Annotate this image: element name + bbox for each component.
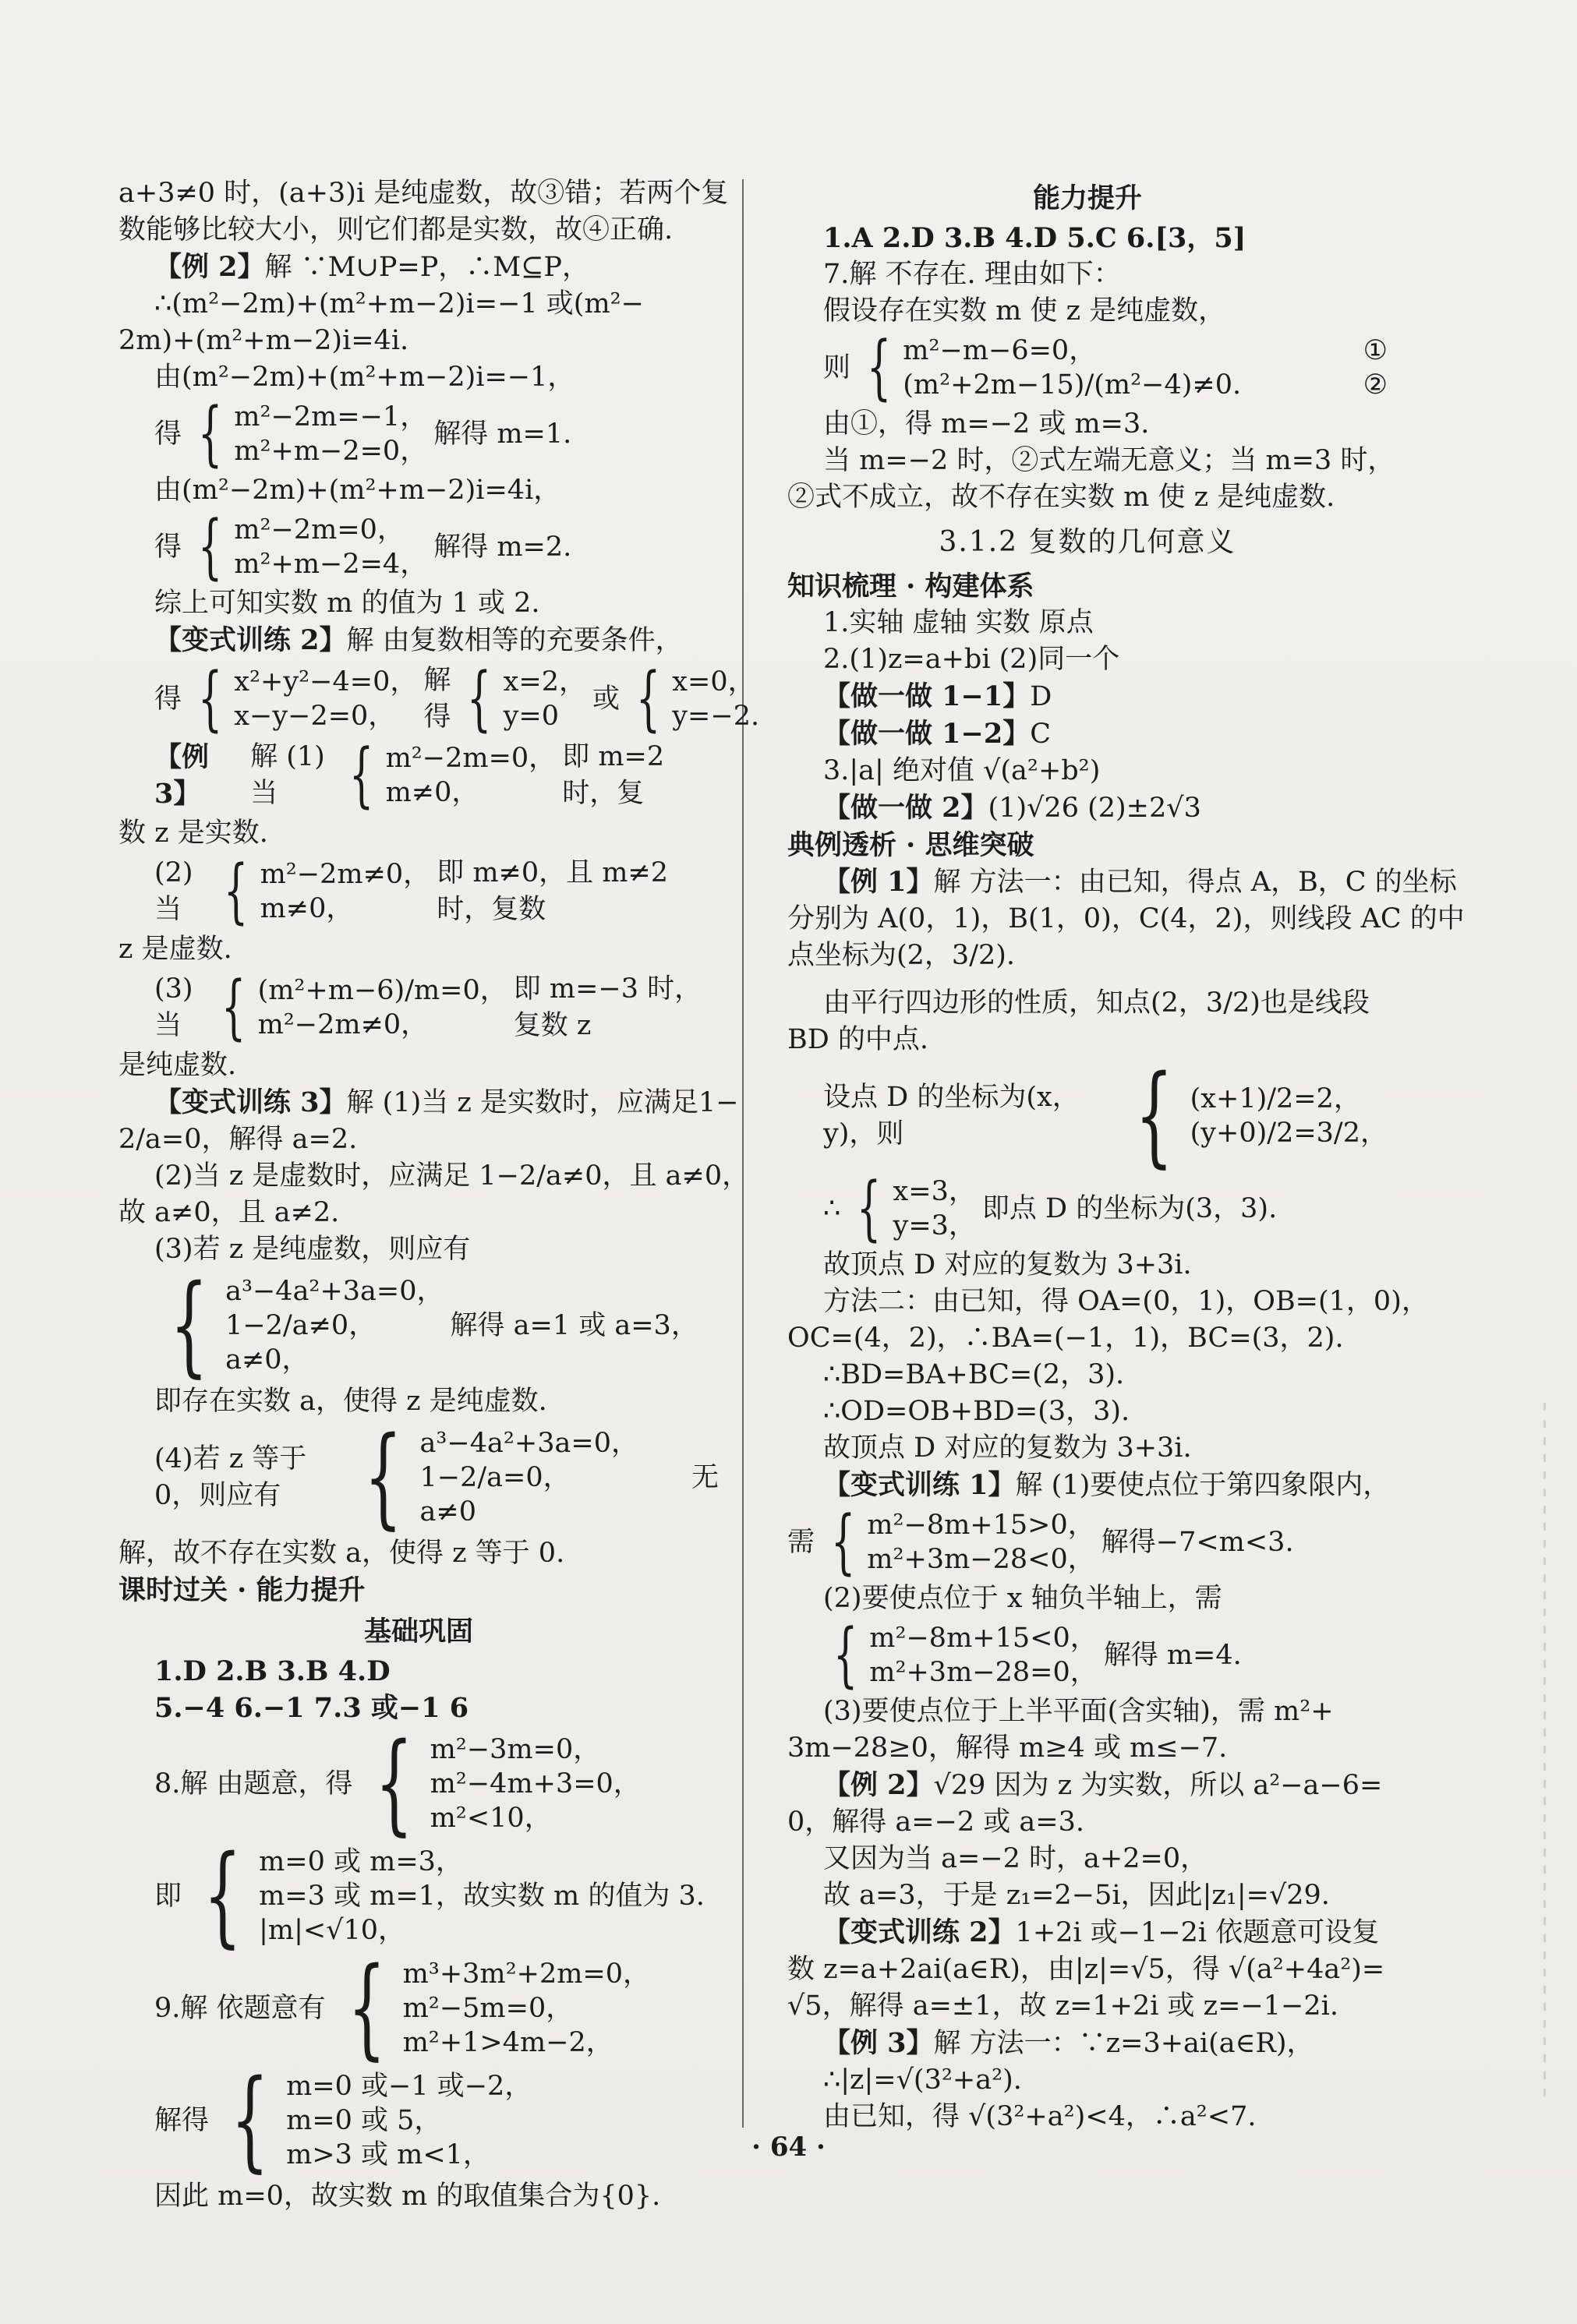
- section-heading: 基础巩固: [363, 1616, 473, 1648]
- text: (1)√26 (2)±2√3: [988, 793, 1201, 824]
- equation-system: [787, 327, 1388, 408]
- text: 即点 D 的坐标为(3，3).: [981, 1192, 1278, 1224]
- text: D: [1030, 681, 1052, 712]
- variant-tag: 【变式训练 1】: [823, 1469, 1016, 1501]
- text-line: 假设存在实数 m 使 z 是纯虚数，: [823, 295, 1226, 327]
- equation: |m|<√10，: [259, 1915, 406, 1946]
- equation-system: [118, 658, 760, 740]
- equation: m²−8m+15<0，: [869, 1623, 1098, 1654]
- equation: m=3 或 m=1，故实数 m 的值为 3.: [259, 1881, 705, 1912]
- text-line: ∴BD=BA+BC=(2，3).: [823, 1359, 1125, 1390]
- text-line: 2.(1)z=a+bi (2)同一个: [823, 644, 1120, 675]
- equation-system: [787, 1501, 1388, 1583]
- text-line: BD 的中点.: [787, 1024, 929, 1055]
- brace: {: [866, 327, 892, 408]
- brace: {: [197, 658, 223, 740]
- text: 得: [154, 418, 182, 450]
- text: 解得−7<m<3.: [1101, 1526, 1294, 1558]
- brace: {: [374, 1720, 413, 1847]
- text-line: 由(m²−2m)+(m²+m−2)i=4i，: [154, 475, 561, 506]
- equation: (m²+2m−15)/(m²−4)≠0.: [903, 369, 1242, 401]
- brace: {: [203, 1832, 242, 1959]
- text-line: 故 a≠0，且 a≠2.: [118, 1197, 340, 1228]
- text: (2)当: [154, 857, 193, 925]
- text-line: 0，解得 a=−2 或 a=3.: [787, 1807, 1085, 1838]
- text-line: ∴(m²−2m)+(m²+m−2)i=−1 或(m²−: [154, 288, 644, 320]
- equation: m²−2m≠0，: [260, 859, 431, 890]
- example-tag: 【例 1】: [823, 866, 934, 898]
- text-line: 故顶点 D 对应的复数为 3+3i.: [823, 1432, 1192, 1464]
- text: ∴: [823, 1192, 841, 1224]
- text-line: 数 z=a+2ai(a∈R)，由|z|=√5，得 √(a²+4a²)=: [787, 1954, 1385, 1985]
- brace: {: [857, 1167, 882, 1249]
- equation: m=0 或 m=3，: [259, 1846, 463, 1877]
- equation: m=0 或 5，: [286, 2105, 442, 2136]
- text: 解得 m=4.: [1103, 1639, 1242, 1671]
- equation: m=0 或−1 或−2，: [286, 2071, 532, 2102]
- text: 需: [787, 1526, 815, 1558]
- equation: (m²+m−6)/m=0，: [257, 975, 507, 1006]
- equation: 1−2/a=0，: [419, 1462, 571, 1493]
- text: 无: [691, 1461, 719, 1493]
- exercise-2: [787, 789, 1388, 827]
- text: √29 因为 z 为实数，所以 a²−a−6=: [933, 1770, 1383, 1801]
- text: 解得: [423, 665, 451, 733]
- variant-2: [118, 622, 719, 659]
- equation: m³+3m²+2m=0，: [402, 1958, 651, 1990]
- answer-line: 1.A 2.D 3.B 4.D 5.C 6.[3，5]: [823, 222, 1246, 254]
- example-3: [118, 734, 719, 816]
- equation-system: [118, 1944, 719, 2071]
- equation: a³−4a²+3a=0，: [225, 1276, 444, 1307]
- text: 解 方法一：∵z=3+ai(a∈R)，: [933, 2028, 1314, 2059]
- text-line: 由①，得 m=−2 或 m=3.: [823, 408, 1150, 440]
- equation: [903, 334, 1388, 368]
- text-line: 故 a=3，于是 z₁=2−5i，因此|z₁|=√29.: [823, 1880, 1330, 1911]
- text-line: 分别为 A(0，1)，B(1，0)，C(4，2)，则线段 AC 的中: [787, 903, 1465, 934]
- text: 解 (1)当: [250, 741, 325, 809]
- equation: m²+3m−28<0，: [867, 1544, 1095, 1575]
- variant-1: [787, 1467, 1391, 1504]
- text: 9.解 依题意有: [154, 1992, 326, 2024]
- text-line: 2m)+(m²+m−2)i=4i.: [118, 325, 409, 356]
- equation-system: [118, 850, 719, 932]
- brace: {: [197, 506, 223, 588]
- equation: m²−5m=0，: [402, 1993, 574, 2024]
- equation: m≠0，: [260, 893, 354, 924]
- text-line: 数 z 是实数.: [118, 818, 268, 849]
- text: 解 (1)当 z 是实数时，应满足1−: [346, 1087, 739, 1118]
- equation-system: [118, 1720, 719, 1847]
- equation: m≠0，: [385, 777, 479, 808]
- brace: {: [830, 1501, 856, 1583]
- equation: y=0: [503, 701, 560, 732]
- equation: a³−4a²+3a=0，: [419, 1428, 638, 1459]
- brace: {: [635, 658, 661, 740]
- equation: m²−4m+3=0，: [430, 1768, 641, 1800]
- text-line: 3.|a| 绝对值 √(a²+b²): [823, 755, 1101, 786]
- text: 设点 D 的坐标为(x，y)，则: [823, 1082, 1080, 1150]
- text-line: 因此 m=0，故实数 m 的取值集合为{0}.: [154, 2181, 661, 2212]
- brace: {: [221, 966, 246, 1048]
- section-label: 课时过关 · 能力提升: [118, 1574, 366, 1606]
- equation: m²+1>4m−2，: [402, 2027, 613, 2058]
- equation-system: [118, 506, 719, 588]
- brace: {: [224, 850, 249, 932]
- text-line: ∴OD=OB+BD=(3，3).: [823, 1396, 1130, 1427]
- example-tag: 【例 3】: [154, 741, 210, 810]
- equation-system: [118, 1832, 719, 1959]
- text-line: (2)要使点位于 x 轴负半轴上，需: [823, 1583, 1222, 1614]
- equation: m²−8m+15>0，: [867, 1510, 1095, 1541]
- page-number: · 64 ·: [751, 2132, 826, 2163]
- equation: x−y−2=0，: [234, 701, 396, 732]
- equation: m²−3m=0，: [430, 1734, 601, 1765]
- text: 1+2i 或−1−2i 依题意可设复: [1015, 1917, 1380, 1948]
- equation: (y+0)/2=3/2，: [1190, 1118, 1388, 1149]
- exercise-tag: 【做一做 1−1】: [823, 680, 1031, 712]
- text-line: 又因为当 a=−2 时，a+2=0，: [823, 1843, 1208, 1874]
- column-divider: [742, 179, 744, 2128]
- brace: {: [347, 1944, 386, 2071]
- text: 解得 m=2.: [433, 531, 572, 563]
- text-line: 数能够比较大小，则它们都是实数，故④正确.: [118, 214, 674, 245]
- equation: m²+m−2=0，: [234, 436, 428, 467]
- text-line: 由已知，得 √(3²+a²)<4，∴a²<7.: [823, 2101, 1257, 2132]
- brace: {: [364, 1414, 403, 1541]
- equation: m²+3m−28=0，: [869, 1657, 1098, 1688]
- text-line: 综上可知实数 m 的值为 1 或 2.: [154, 588, 540, 619]
- brace: {: [231, 2057, 270, 2184]
- equation: m²−2m=0，: [385, 743, 557, 774]
- text: 即: [154, 1880, 182, 1912]
- right-column: [787, 175, 1465, 2135]
- text: (4)若 z 等于 0，则应有: [154, 1443, 307, 1511]
- equation: a≠0: [419, 1496, 476, 1528]
- variant-2: [787, 1914, 1388, 1951]
- section-title: 3.1.2 复数的几何意义: [939, 526, 1236, 558]
- text-line: 点坐标为(2，3/2).: [787, 940, 1016, 971]
- equation: m²−2m=−1，: [234, 401, 428, 433]
- brace: {: [170, 1262, 209, 1389]
- example-tag: 【例 2】: [823, 1769, 934, 1801]
- equation: m>3 或 m<1，: [286, 2139, 490, 2170]
- text: 解得: [154, 2104, 210, 2136]
- text: 即 m=−3 时，复数 z: [513, 973, 702, 1041]
- section-label: 知识梳理 · 构建体系: [787, 570, 1034, 602]
- variant-tag: 【变式训练 2】: [823, 1916, 1016, 1948]
- equation: m²−2m≠0，: [257, 1009, 429, 1040]
- equation: m²+m−2=4，: [234, 549, 428, 580]
- text-line: 7.解 不存在. 理由如下：: [823, 259, 1121, 290]
- equation: m²<10，: [430, 1803, 552, 1834]
- text-line: 是纯虚数.: [118, 1050, 237, 1081]
- text: 解得 a=1 或 a=3，: [450, 1309, 698, 1341]
- variant-tag: 【变式训练 2】: [154, 624, 347, 656]
- text-line: z 是虚数.: [118, 934, 232, 965]
- equation-system: [118, 1414, 719, 1541]
- equation: x=2，: [503, 666, 586, 698]
- exercise-1-2: [787, 715, 1388, 753]
- text-line: 当 m=−2 时，②式左端无意义；当 m=3 时，: [823, 445, 1395, 476]
- text-line: 3m−28≥0，解得 m≥4 或 m≤−7.: [787, 1732, 1228, 1764]
- text: 8.解 由题意，得: [154, 1768, 353, 1800]
- text: 或: [592, 683, 621, 715]
- brace: {: [1134, 1052, 1173, 1179]
- text-line: 即存在实数 a，使得 z 是纯虚数.: [154, 1386, 547, 1417]
- text-line: OC=(4，2)，∴BA=(−1，1)，BC=(3，2).: [787, 1323, 1344, 1354]
- answer-line: 1.D 2.B 3.B 4.D: [154, 1655, 391, 1687]
- text: 则: [823, 351, 851, 383]
- example-tag: 【例 3】: [823, 2027, 934, 2059]
- text-line: 2/a=0，解得 a=2.: [118, 1124, 358, 1155]
- text-line: 由平行四边形的性质，知点(2，3/2)也是线段: [823, 987, 1370, 1019]
- equation: x²+y²−4=0，: [234, 666, 418, 698]
- text: 即 m=2 时，复: [562, 741, 665, 809]
- brace: {: [349, 734, 374, 816]
- equation: (x+1)/2=2，: [1190, 1083, 1361, 1114]
- brace: {: [833, 1614, 858, 1696]
- equation: m²−2m=0，: [234, 514, 405, 546]
- text-line: 由(m²−2m)+(m²+m−2)i=−1，: [154, 362, 575, 393]
- text: 得: [154, 531, 182, 563]
- text: 解 由复数相等的充要条件，: [346, 625, 683, 656]
- text-line: ∴|z|=√(3²+a²).: [823, 2064, 1022, 2096]
- equation: x=0，: [672, 666, 755, 698]
- text: 解得 m=1.: [433, 418, 572, 450]
- exercise-1-1: [787, 678, 1388, 715]
- equation: y=−2.: [672, 701, 760, 732]
- equation: [903, 368, 1388, 402]
- equation-system: [118, 1262, 719, 1389]
- exercise-tag: 【做一做 1−2】: [823, 718, 1031, 750]
- example-tag: 【例 2】: [154, 251, 265, 283]
- variant-3: [118, 1084, 739, 1121]
- text-line: (3)要使点位于上半平面(含实轴)，需 m²+: [823, 1696, 1334, 1727]
- text-line: 方法二：由已知，得 OA=(0，1)，OB=(1，0)，: [823, 1286, 1429, 1317]
- text: C: [1030, 719, 1051, 750]
- equation-system: [118, 966, 719, 1048]
- text-line: 1.实轴 虚轴 实数 原点: [823, 607, 1094, 638]
- text: (3)当: [154, 973, 193, 1041]
- example-2: [787, 1767, 1388, 1804]
- text: 解 方法一：由已知，得点 A，B，C 的坐标: [933, 867, 1457, 898]
- text-line: ②式不成立，故不存在实数 m 使 z 是纯虚数.: [787, 482, 1335, 513]
- equation-system: [118, 393, 719, 475]
- equation: y=3，: [893, 1210, 976, 1241]
- example-2: [118, 249, 719, 286]
- scan-artifact: [1543, 1403, 1546, 2104]
- equation-number: ①: [1363, 335, 1388, 366]
- equation-system: [787, 1052, 1388, 1179]
- equation: 1−2/a≠0，: [225, 1310, 377, 1341]
- brace: {: [467, 658, 492, 740]
- text-line: √5，解得 a=±1，故 z=1+2i 或 z=−1−2i.: [787, 1990, 1338, 2022]
- text-line: (2)当 z 是虚数时，应满足 1−2/a≠0，且 a≠0，: [154, 1160, 750, 1192]
- equation-number: ②: [1363, 369, 1388, 401]
- text: 解 (1)要使点位于第四象限内，: [1015, 1470, 1391, 1501]
- example-1: [787, 864, 1457, 901]
- example-3: [787, 2025, 1388, 2062]
- text-line: 故顶点 D 对应的复数为 3+3i.: [823, 1249, 1192, 1280]
- text: 得: [154, 683, 182, 715]
- text: 即 m≠0，且 m≠2 时，复数: [437, 857, 669, 925]
- exercise-tag: 【做一做 2】: [823, 792, 988, 824]
- text-line: a+3≠0 时，(a+3)i 是纯虚数，故③错；若两个复: [118, 178, 729, 209]
- equation: a≠0，: [225, 1344, 309, 1376]
- text-line: (3)若 z 是纯虚数，则应有: [154, 1234, 471, 1265]
- equation: m²−m−6=0，: [903, 335, 1097, 366]
- section-label: 典例透析 · 思维突破: [787, 829, 1034, 861]
- section-heading: 能力提升: [1032, 182, 1142, 214]
- answer-line: 5.−4 6.−1 7.3 或−1 6: [154, 1692, 469, 1724]
- equation-system: [787, 1167, 1388, 1249]
- left-column: [118, 175, 760, 2215]
- equation-system: [787, 1614, 1388, 1696]
- text-line: 解，故不存在实数 a，使得 z 等于 0.: [118, 1538, 565, 1569]
- brace: {: [197, 393, 223, 475]
- text: 解 ∵M∪P=P，∴M⊆P，: [264, 252, 589, 283]
- equation: x=3，: [893, 1176, 976, 1207]
- variant-tag: 【变式训练 3】: [154, 1086, 347, 1118]
